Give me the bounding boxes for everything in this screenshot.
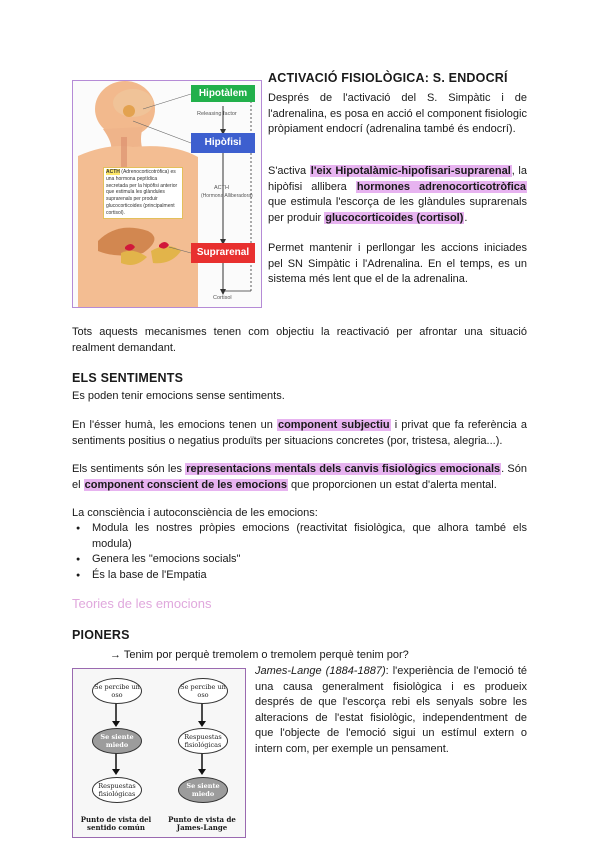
theories-title: Teories de les emocions — [72, 596, 212, 611]
highlight-glucocorticoids: glucocorticoides (cortisol) — [325, 211, 464, 224]
james-lange-figure — [72, 668, 246, 838]
james-lange-name: James-Lange (1884-1887) — [255, 665, 386, 677]
right-step-3: Se siente miedo — [178, 777, 228, 803]
caption-james-lange: Punto de vista de James-Lange — [168, 815, 236, 832]
feelings-paragraph-1: Es poden tenir emocions sense sentiments. — [72, 390, 285, 402]
text-span: que estimula l'escorça de les glàndules suprarenals per produir — [268, 196, 527, 224]
list-item: ● Modula les nostres pròpies emocions (reactivitat fisiològica, que alhora també els modula) — [72, 521, 527, 552]
acth-box-title: ACTH — [106, 169, 120, 175]
text-span: , la hipòfisi allibera — [268, 165, 527, 193]
text-span: . Són el — [72, 463, 528, 491]
list-item: ● És la base de l'Empatia — [72, 568, 527, 584]
highlight-mental-representations: representacions mentals dels canvis fisiològics emocionals — [186, 463, 501, 475]
acth-sub-label: (Hormona Alliberadora) — [201, 193, 253, 199]
text-span: . — [464, 211, 468, 224]
right-step-1: Se percibe un oso — [178, 678, 228, 704]
text-span: : l'experiència de l'emoció té una causa generalment fisiològica i es produeix després de que l'escorça rebi els senyals sobre les alteracions de l'estat fisiològic, independentment de que l'objecte de l'emoció sigui un estímul extern o intern com, per exemple un pensament. — [255, 665, 527, 755]
endocrine-paragraph-1: Després de l'activació del S. Simpàtic i de l'adrenalina, es posa en acció el component fisiologic pròpiament endocrí (adrenalina també és endocrí). — [268, 92, 527, 135]
list-item: ● Genera les "emocions socials" — [72, 552, 527, 568]
left-step-2: Se siente miedo — [92, 728, 142, 754]
left-step-1: Se percibe un oso — [92, 678, 142, 704]
feelings-heading: ELS SENTIMENTS — [72, 371, 184, 385]
highlight-subjective: component subjectiu — [277, 419, 390, 431]
pioneers-question: → Tenim por perquè tremolem o tremolem perquè tenim por? — [110, 649, 409, 661]
text-span: i privat que fa referència a sentiments positius o negatius produïts per situacions concretes (por, tristesa, alegria...). — [72, 419, 528, 447]
adrenal-box: Suprarenal — [191, 243, 255, 263]
pioneers-heading: PIONERS — [72, 628, 130, 642]
feelings-paragraph-3 — [72, 462, 527, 493]
summary-paragraph: Tots aquests mecanismes tenen com objectiu la reactivació per afrontar una situació realment demandant. — [72, 326, 527, 354]
endocrine-heading: ACTIVACIÓ FISIOLÒGICA: S. ENDOCRÍ — [268, 71, 508, 85]
left-step-3: Respuestas fisiológicas — [92, 777, 142, 803]
cortisol-label: Cortisol — [213, 295, 232, 301]
highlight-acth: hormones adrenocorticotròfica — [356, 180, 526, 193]
consciousness-list — [72, 521, 527, 583]
releasing-factor-label: Releasing factor — [197, 111, 237, 117]
feelings-paragraph-4: La consciència i autoconsciència de les emocions: — [72, 507, 318, 519]
text-span: S'activa — [268, 165, 310, 177]
text-span: que proporcionen un estat d'alerta mental. — [287, 478, 497, 491]
hypothalamus-box: Hipotàlem — [191, 85, 255, 102]
pituitary-box: Hipòfisi — [191, 133, 255, 153]
acth-description — [103, 167, 183, 219]
feelings-paragraph-2 — [72, 418, 527, 449]
endocrine-paragraph-2 — [268, 164, 527, 226]
highlight-hpa-axis: l'eix Hipotalàmic-hipofisari-suprarenal — [310, 165, 511, 177]
acth-box-text: (Adrenocorticotròfica) es una hormona peptídica secretada per la hipòfisi anterior que estimula les glàndules suprarenals per produir glucocorticoides (principalment cortisol). — [106, 169, 178, 216]
james-lange-paragraph — [255, 664, 527, 757]
caption-common-sense: Punto de vista del sentido común — [80, 815, 152, 832]
acth-label: ACTH — [214, 185, 229, 191]
highlight-conscious-component: component conscient de les emocions — [84, 478, 287, 491]
endocrine-axis-figure — [72, 80, 262, 308]
text-span: En l'ésser humà, les emocions tenen un — [72, 419, 277, 431]
right-step-2: Respuestas fisiológicas — [178, 728, 228, 754]
text-span: Els sentiments són les — [72, 463, 186, 475]
endocrine-paragraph-3: Permet mantenir i perllongar les accions iniciades pel SN Simpàtic i l'Adrenalina. En el temps, es un sistema més lent que el de la adrenalina. — [268, 242, 527, 285]
